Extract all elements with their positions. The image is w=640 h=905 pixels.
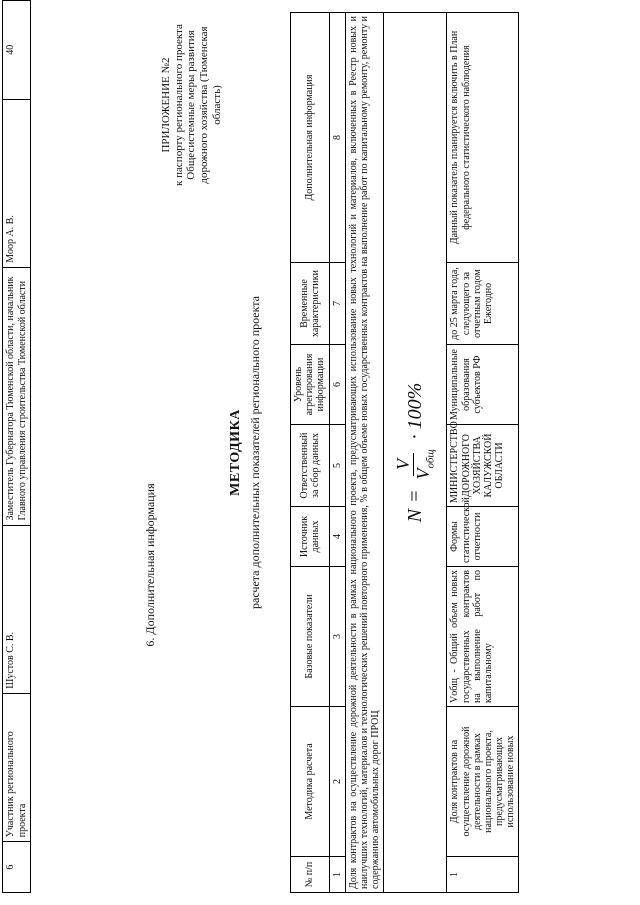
participants-table bbox=[2, 0, 31, 893]
header-responsible: Ответственный за сбор данных bbox=[291, 425, 330, 507]
appendix-text: к паспорту регионального проекта Общесистемные меры развития дорожного хозяйства (Тюменская область) bbox=[172, 24, 223, 186]
formula-cell bbox=[384, 13, 447, 893]
row-level: Муниципальные образования субъектов РФ bbox=[447, 345, 519, 425]
header-num: № п/п bbox=[291, 857, 330, 893]
formula-fraction bbox=[394, 445, 437, 483]
formula-denominator-sub: общ bbox=[424, 449, 437, 469]
formula-denominator-base: V bbox=[413, 468, 434, 480]
col-num-4: 4 bbox=[329, 507, 345, 567]
formula-lhs: N bbox=[404, 509, 427, 523]
formula bbox=[394, 383, 437, 523]
participant-role: Участник регионального проекта bbox=[3, 693, 31, 842]
header-level: Уровень агрегирования информации bbox=[291, 345, 330, 425]
row-responsible: МИНИСТЕРСТВО ДОРОЖНОГО ХОЗЯЙСТВА КАЛУЖСКОЙ ОБЛАСТИ bbox=[447, 425, 519, 507]
formula-row bbox=[384, 13, 447, 893]
section-title: 6. Дополнительная информация bbox=[143, 483, 157, 647]
row-number: 6 bbox=[3, 842, 31, 893]
table-header-row bbox=[291, 13, 330, 893]
indicator-text: Доля контрактов на осуществление дорожной деятельности в рамках национального проекта, предусматривающих использование новых технологий и материалов, включенных в Реестр новых и наилучших технологий, материалов и технологических решений повторного применения, % в общем объеме новых государственных контрактов на выполнение работ по капитальному ремонту, ремонту и содержанию автомобильных дорог ПРОЦ bbox=[345, 13, 384, 893]
col-num-2: 2 bbox=[329, 707, 345, 857]
header-time: Временные характеристики bbox=[291, 263, 330, 345]
row-extra: Данный показатель планируется включить в План федерального статистического наблюдения bbox=[447, 13, 519, 263]
formula-denominator bbox=[414, 445, 437, 483]
header-base: Базовые показатели bbox=[291, 567, 330, 707]
appendix-block bbox=[160, 10, 223, 200]
col-num-1: 1 bbox=[329, 857, 345, 893]
table-header-numbers bbox=[329, 13, 345, 893]
appendix-title: ПРИЛОЖЕНИЕ №2 bbox=[160, 57, 172, 153]
col-num-5: 5 bbox=[329, 425, 345, 507]
participant-supervisor: Моор А. В. bbox=[3, 99, 31, 267]
header-extra: Дополнительная информация bbox=[291, 13, 330, 263]
formula-eq: = bbox=[404, 489, 427, 504]
col-num-7: 7 bbox=[329, 263, 345, 345]
indicator-row bbox=[345, 13, 384, 893]
header-method: Методика расчета bbox=[291, 707, 330, 857]
table-row bbox=[3, 1, 31, 893]
row-source: Формы статистической отчетности bbox=[447, 507, 519, 567]
methodology-table bbox=[290, 12, 519, 893]
row-time: до 25 марта года, следующего за отчетным годом Ежегодно bbox=[447, 263, 519, 345]
col-num-3: 3 bbox=[329, 567, 345, 707]
row-base: Vобщ - Общий объем новых государственных контрактов на выполнение работ по капитальному bbox=[447, 567, 519, 707]
col-num-6: 6 bbox=[329, 345, 345, 425]
participant-share: 40 bbox=[3, 1, 31, 100]
formula-numerator: V bbox=[394, 453, 415, 476]
row-method: Доля контрактов на осуществление дорожной деятельности в рамках национального проекта, предусматривающих использование новых bbox=[447, 707, 519, 857]
methodology-title: МЕТОДИКА bbox=[228, 409, 243, 496]
row-num: 1 bbox=[447, 857, 519, 893]
participant-name: Шустов С. В. bbox=[3, 525, 31, 693]
header-source: Источник данных bbox=[291, 507, 330, 567]
table-row bbox=[447, 13, 519, 893]
formula-multiplier: · 100% bbox=[404, 382, 427, 440]
col-num-8: 8 bbox=[329, 13, 345, 263]
participant-position: Заместитель Губернатора Тюменской области, начальник Главного управления строительства Тюменской области bbox=[3, 267, 31, 525]
methodology-subtitle: расчета дополнительных показателей регионального проекта bbox=[248, 296, 262, 609]
